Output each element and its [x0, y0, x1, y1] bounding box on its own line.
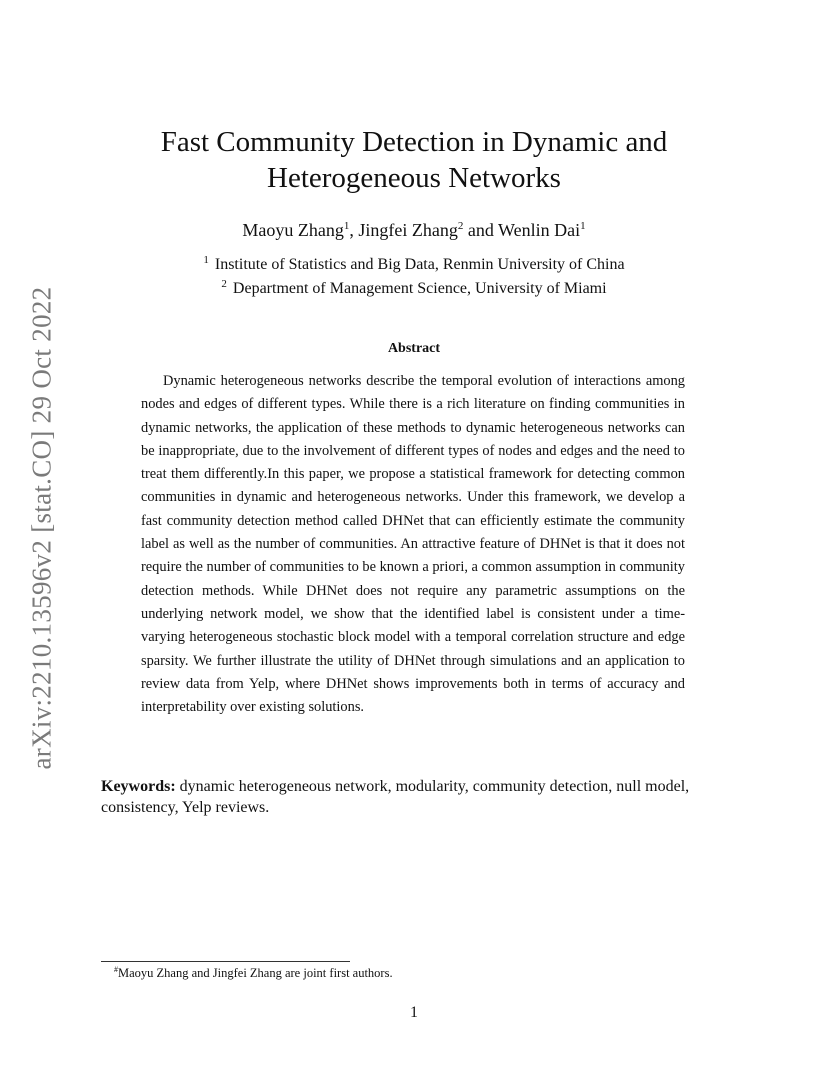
author-affiliation-mark: 1	[343, 220, 350, 232]
author-separator: ,	[349, 220, 359, 240]
abstract-heading: Abstract	[387, 341, 441, 356]
affiliation-list	[100, 253, 728, 301]
paper-title	[100, 124, 728, 196]
author-list	[100, 218, 728, 242]
keywords-text: dynamic heterogeneous network, modularity, community detection, null model, consistency, Yelp reviews.	[101, 778, 690, 816]
paper-title-line-2: Heterogeneous Networks	[267, 162, 561, 194]
affiliation-text: Department of Management Science, University of Miami	[232, 280, 607, 297]
affiliation-item	[100, 253, 728, 277]
footnote-text: Maoyu Zhang and Jingfei Zhang are joint first authors.	[118, 966, 393, 980]
arxiv-identifier-stamp: arXiv:2210.13596v2 [stat.CO] 29 Oct 2022	[26, 286, 57, 770]
author-affiliation-mark: 1	[580, 220, 586, 232]
author-name: Wenlin Dai	[498, 220, 581, 240]
affiliation-item	[100, 277, 728, 301]
footnote-mark: #	[114, 965, 118, 974]
affiliation-mark: 2	[221, 278, 227, 290]
keywords-section	[101, 776, 728, 818]
footnote-divider	[101, 961, 350, 962]
page-number: 1	[410, 1004, 418, 1021]
keywords-label: Keywords:	[101, 778, 176, 795]
affiliation-text: Institute of Statistics and Big Data, Renmin University of China	[214, 256, 625, 273]
abstract-body: Dynamic heterogeneous networks describe the temporal evolution of interactions among nodes and edges of different types. While there is a rich literature on finding communities in dynamic networks, the application of these methods to dynamic heterogeneous networks can be inappropriate, due to the involvement of different types of nodes and edges and the need to treat them differently.In this paper, we propose a statistical framework for detecting common communities in dynamic and heterogeneous networks. Under this framework, we develop a fast community detection method called DHNet that can efficiently estimate the community label as well as the number of communities. An attractive feature of DHNet is that it does not require the number of communities to be known a priori, a common assumption in community detection methods. While DHNet does not require any parametric assumptions on the underlying network model, we show that the identified label is consistent under a time-varying heterogeneous stochastic block model with a temporal correlation structure and edge sparsity. We further illustrate the utility of DHNet through simulations and an application to review data from Yelp, where DHNet shows improvements both in terms of accuracy and interpretability over existing solutions.	[141, 373, 685, 716]
footnote	[114, 965, 393, 981]
affiliation-mark: 1	[203, 254, 209, 266]
paper-title-line-1: Fast Community Detection in Dynamic and	[160, 126, 668, 158]
author-affiliation-mark: 2	[457, 220, 464, 232]
author-name: Maoyu Zhang	[242, 220, 344, 240]
author-name: Jingfei Zhang	[358, 220, 458, 240]
author-separator: and	[463, 220, 499, 240]
